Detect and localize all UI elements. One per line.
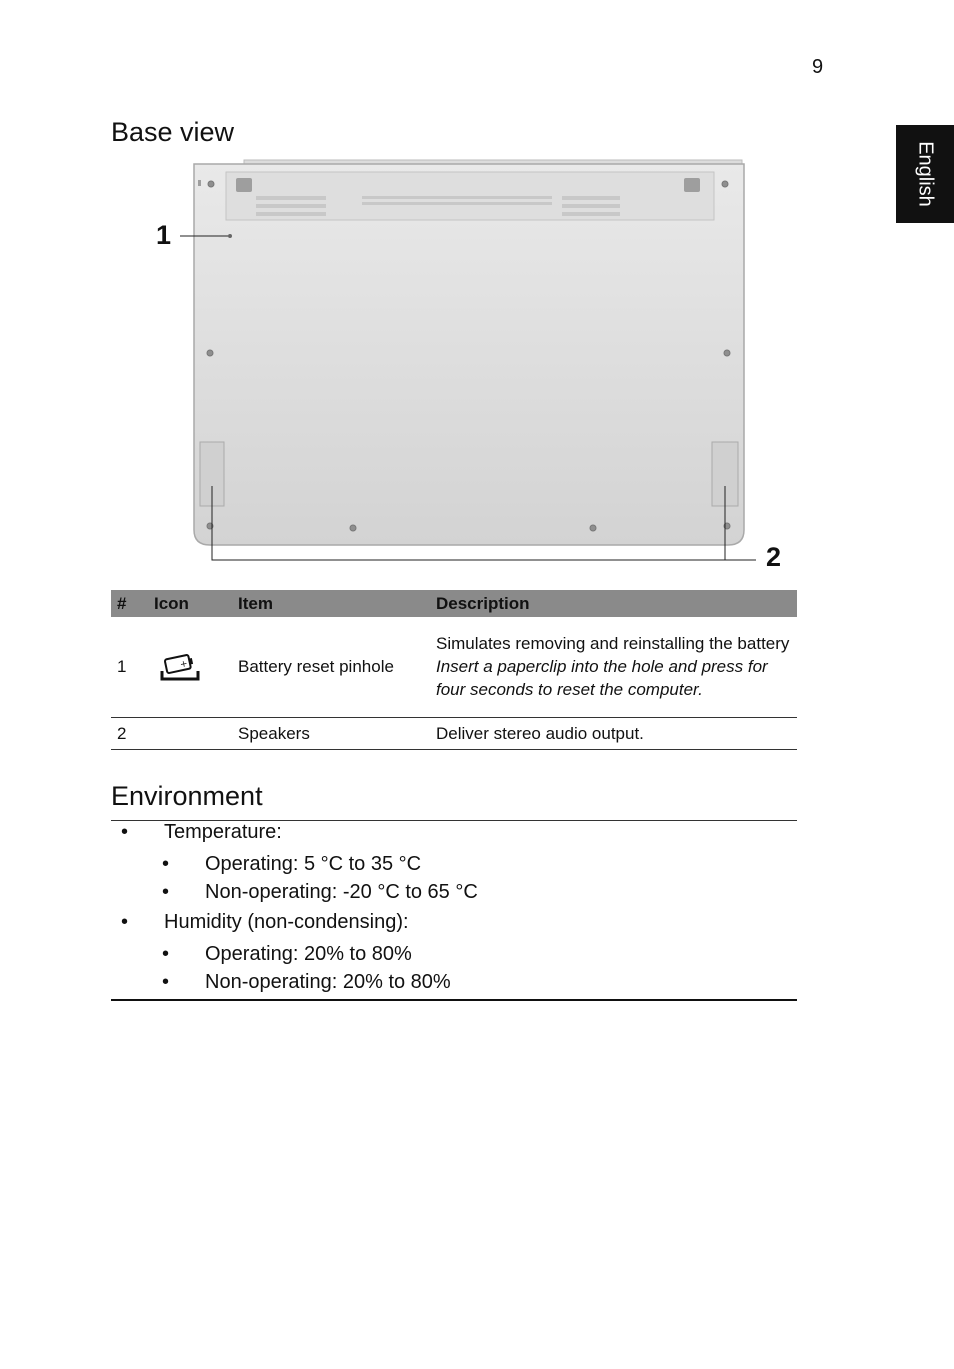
row-number: 1 [111, 617, 148, 717]
row-item: Speakers [232, 717, 430, 749]
list-item: Humidity (non-condensing): [164, 911, 409, 933]
bullet: • [162, 881, 170, 903]
list-item: Operating: 5 °C to 35 °C [205, 853, 422, 875]
battery-reset-icon [160, 653, 200, 681]
svg-text:+: + [179, 658, 189, 671]
list-item: Operating: 20% to 80% [205, 943, 412, 965]
bullet: • [121, 911, 129, 933]
list-item: Non-operating: -20 °C to 65 °C [205, 881, 478, 903]
description-note: Insert a paperclip into the hole and press for four seconds to reset the computer. [436, 657, 768, 700]
table-header-row [111, 590, 797, 617]
header-icon: Icon [148, 590, 232, 617]
row-item: Battery reset pinhole [232, 617, 430, 717]
header-description: Description [430, 590, 797, 617]
callout-2: 2 [766, 542, 782, 572]
list-item: Non-operating: 20% to 80% [205, 971, 451, 993]
environment-title: Environment [111, 781, 263, 811]
bullet: • [121, 821, 129, 843]
description-text: Deliver stereo audio output. [436, 723, 644, 743]
row-number: 2 [111, 717, 148, 749]
language-tab [896, 125, 954, 223]
base-view-title: Base view [111, 117, 235, 147]
row-icon-cell [148, 717, 232, 749]
list-item: Temperature: [164, 821, 282, 843]
language-tab-label: English [914, 141, 937, 207]
header-number: # [111, 590, 148, 617]
bullet: • [162, 971, 170, 993]
description-text: Simulates removing and reinstalling the battery [436, 634, 790, 654]
table-row [111, 617, 797, 717]
laptop-base-image [150, 150, 790, 580]
header-item: Item [232, 590, 430, 617]
row-description [430, 717, 797, 749]
callout-1: 1 [156, 220, 172, 250]
table-row [111, 717, 797, 749]
laptop-base-drawing [150, 150, 790, 580]
row-description [430, 617, 797, 717]
bullet: • [162, 853, 170, 875]
components-table [111, 590, 797, 750]
page-number: 9 [812, 56, 824, 78]
bullet: • [162, 943, 170, 965]
environment-list [111, 820, 797, 1001]
row-icon-cell [148, 617, 232, 717]
